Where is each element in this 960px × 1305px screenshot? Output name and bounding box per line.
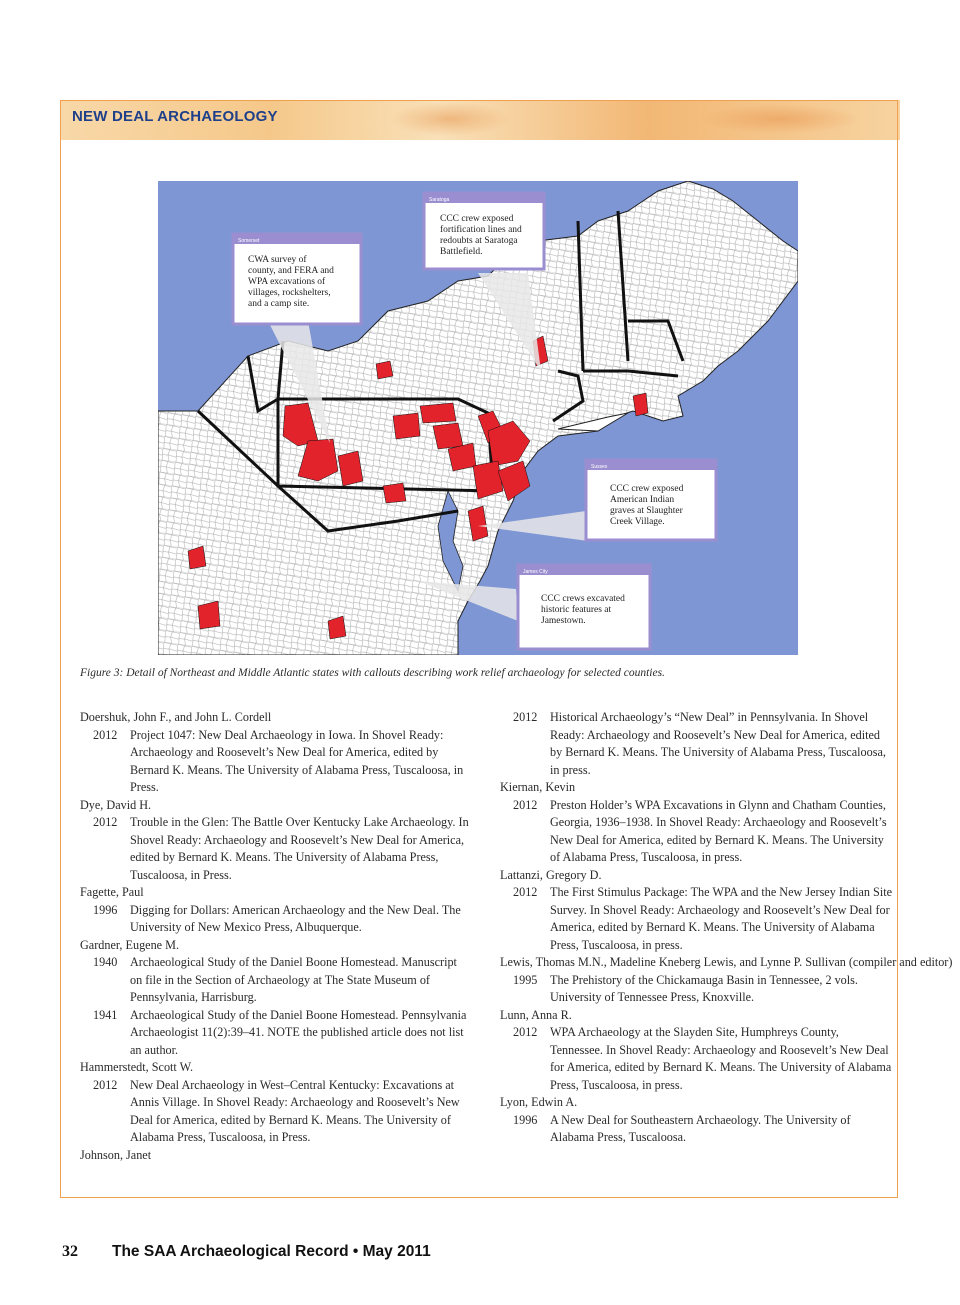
reference-entry <box>500 884 892 954</box>
svg-text:WPA excavations of: WPA excavations of <box>248 277 326 287</box>
svg-text:and a camp site.: and a camp site. <box>248 299 310 309</box>
svg-text:Battlefield.: Battlefield. <box>440 247 483 257</box>
callout-saratoga <box>424 193 544 269</box>
svg-text:county, and FERA and: county, and FERA and <box>248 266 334 276</box>
svg-text:graves at Slaughter: graves at Slaughter <box>610 506 683 516</box>
reference-year: 2012 <box>513 1025 538 1039</box>
callout-somerset <box>233 234 361 324</box>
reference-year: 1996 <box>513 1112 538 1127</box>
reference-entry <box>500 797 892 867</box>
callout-sussex <box>586 460 716 540</box>
svg-text:Jamestown.: Jamestown. <box>541 616 586 626</box>
reference-text: WPA Archaeology at the Slayden Site, Humphreys County, Tennessee. In Shovel Ready: Archaeology and Roosevelt’s New Deal for America, edited by Bernard K. Means. The University of Alabama Press, Tuscaloosa, in press. <box>550 1025 892 1092</box>
reference-year: 2012 <box>93 815 118 829</box>
northeast-map <box>158 181 798 655</box>
reference-year: 2012 <box>513 885 538 899</box>
svg-text:CWA survey of: CWA survey of <box>248 255 307 265</box>
page-footer <box>62 1243 431 1261</box>
svg-text:CCC crews excavated: CCC crews excavated <box>541 594 625 604</box>
reference-entry <box>80 954 472 1007</box>
svg-text:fortification lines and: fortification lines and <box>440 225 522 235</box>
references-right-column <box>500 709 953 1147</box>
reference-year: 1996 <box>93 902 118 917</box>
reference-author: Gardner, Eugene M. <box>80 937 180 952</box>
reference-text: Trouble in the Glen: The Battle Over Kentucky Lake Archaeology. In Shovel Ready: Archaeology and Roosevelt’s New Deal for America, edited by Bernard K. Means. The University of Alabama Press, Tuscaloosa, in Press. <box>130 815 469 882</box>
reference-year: 2012 <box>513 710 538 724</box>
figure-caption: Figure 3: Detail of Northeast and Middle Atlantic states with callouts describing work relief archaeology for selected counties. <box>80 667 665 679</box>
reference-author: Johnson, Janet <box>80 1147 152 1162</box>
svg-text:Somerset: Somerset <box>238 238 260 244</box>
reference-text: Archaeological Study of the Daniel Boone Homestead. Manuscript on file in the Section of Archaeology at The State Museum of Pennsylvania, Harrisburg. <box>130 955 457 1004</box>
svg-text:CCC crew exposed: CCC crew exposed <box>440 214 514 224</box>
svg-text:Saratoga: Saratoga <box>429 197 450 203</box>
svg-text:Creek Village.: Creek Village. <box>610 517 665 527</box>
reference-text: Project 1047: New Deal Archaeology in Iowa. In Shovel Ready: Archaeology and Roosevelt’s New Deal for America, edited by Bernard K. Means. The University of Alabama Press, Tuscaloosa, in Press. <box>130 727 464 794</box>
references-left-column <box>80 709 472 1164</box>
reference-entry <box>500 972 892 1007</box>
reference-year: 1995 <box>513 972 538 987</box>
reference-author: Fagette, Paul <box>80 885 144 899</box>
reference-text: Archaeological Study of the Daniel Boone Homestead. Pennsylvania Archaeologist 11(2):39–41. NOTE the published article does not list an author. <box>130 1007 467 1057</box>
reference-author: Dye, David H. <box>80 797 152 812</box>
reference-text: The Prehistory of the Chickamauga Basin in Tennessee, 2 vols. University of Tennessee Press, Knoxville. <box>550 972 858 1004</box>
callout-james-city <box>518 565 650 649</box>
reference-text: Preston Holder’s WPA Excavations in Glynn and Chatham Counties, Georgia, 1936–1938. In Shovel Ready: Archaeology and Roosevelt’s New Deal for America, edited by Bernard K. Means. The University of Alabama Press, Tuscaloosa, in press. <box>550 797 887 864</box>
reference-year: 2012 <box>93 727 118 742</box>
reference-entry <box>80 727 472 797</box>
reference-text: Historical Archaeology’s “New Deal” in Pennsylvania. In Shovel Ready: Archaeology and Roosevelt’s New Deal for America, edited by Bernard K. Means. The University of Alabama Press, Tuscaloosa, in press. <box>550 710 886 777</box>
svg-text:historic features at: historic features at <box>541 605 612 615</box>
reference-author: Kiernan, Kevin <box>500 780 576 794</box>
reference-author: Hammerstedt, Scott W. <box>80 1060 194 1074</box>
reference-author: Lattanzi, Gregory D. <box>500 867 602 882</box>
section-heading: NEW DEAL ARCHAEOLOGY <box>72 108 278 125</box>
reference-author: Doershuk, John F., and John L. Cordell <box>80 710 272 724</box>
reference-author: Lewis, Thomas M.N., Madeline Kneberg Lewis, and Lynne P. Sullivan (compiler and editor) <box>500 955 953 969</box>
reference-author: Lunn, Anna R. <box>500 1007 572 1022</box>
reference-entry <box>500 1112 892 1147</box>
reference-year: 1941 <box>93 1007 118 1022</box>
svg-text:CCC crew exposed: CCC crew exposed <box>610 484 684 494</box>
svg-text:American Indian: American Indian <box>610 495 675 505</box>
reference-year: 1940 <box>93 955 118 969</box>
reference-text: A New Deal for Southeastern Archaeology. The University of Alabama Press, Tuscaloosa. <box>550 1112 851 1144</box>
reference-text: The First Stimulus Package: The WPA and the New Jersey Indian Site Survey. In Shovel Ready: Archaeology and Roosevelt’s New Deal for America, edited by Bernard K. Means. The University of Alabama Press, Tuscaloosa, in press. <box>550 885 892 952</box>
page-number: 32 <box>62 1243 78 1260</box>
svg-text:Sussex: Sussex <box>591 464 608 470</box>
reference-year: 2012 <box>93 1077 118 1092</box>
reference-entry <box>80 1077 472 1147</box>
svg-text:redoubts at Saratoga: redoubts at Saratoga <box>440 236 518 246</box>
svg-text:villages, rockshelters,: villages, rockshelters, <box>248 288 331 298</box>
reference-year: 2012 <box>513 797 538 812</box>
svg-text:James City: James City <box>523 569 548 575</box>
reference-text: New Deal Archaeology in West–Central Kentucky: Excavations at Annis Village. In Shovel Ready: Archaeology and Roosevelt’s New Deal for America, edited by Bernard K. Means. The University of Alabama Press, Tuscaloosa, in Press. <box>130 1077 460 1144</box>
reference-entry <box>500 709 892 779</box>
reference-author: Lyon, Edwin A. <box>500 1095 578 1109</box>
publication-title: The SAA Archaeological Record • May 2011 <box>112 1243 431 1260</box>
reference-entry <box>80 814 472 884</box>
reference-entry <box>80 1007 472 1060</box>
reference-text: Digging for Dollars: American Archaeology and the New Deal. The University of New Mexico Press, Albuquerque. <box>130 902 461 934</box>
reference-entry <box>80 902 472 937</box>
reference-entry <box>500 1024 892 1094</box>
